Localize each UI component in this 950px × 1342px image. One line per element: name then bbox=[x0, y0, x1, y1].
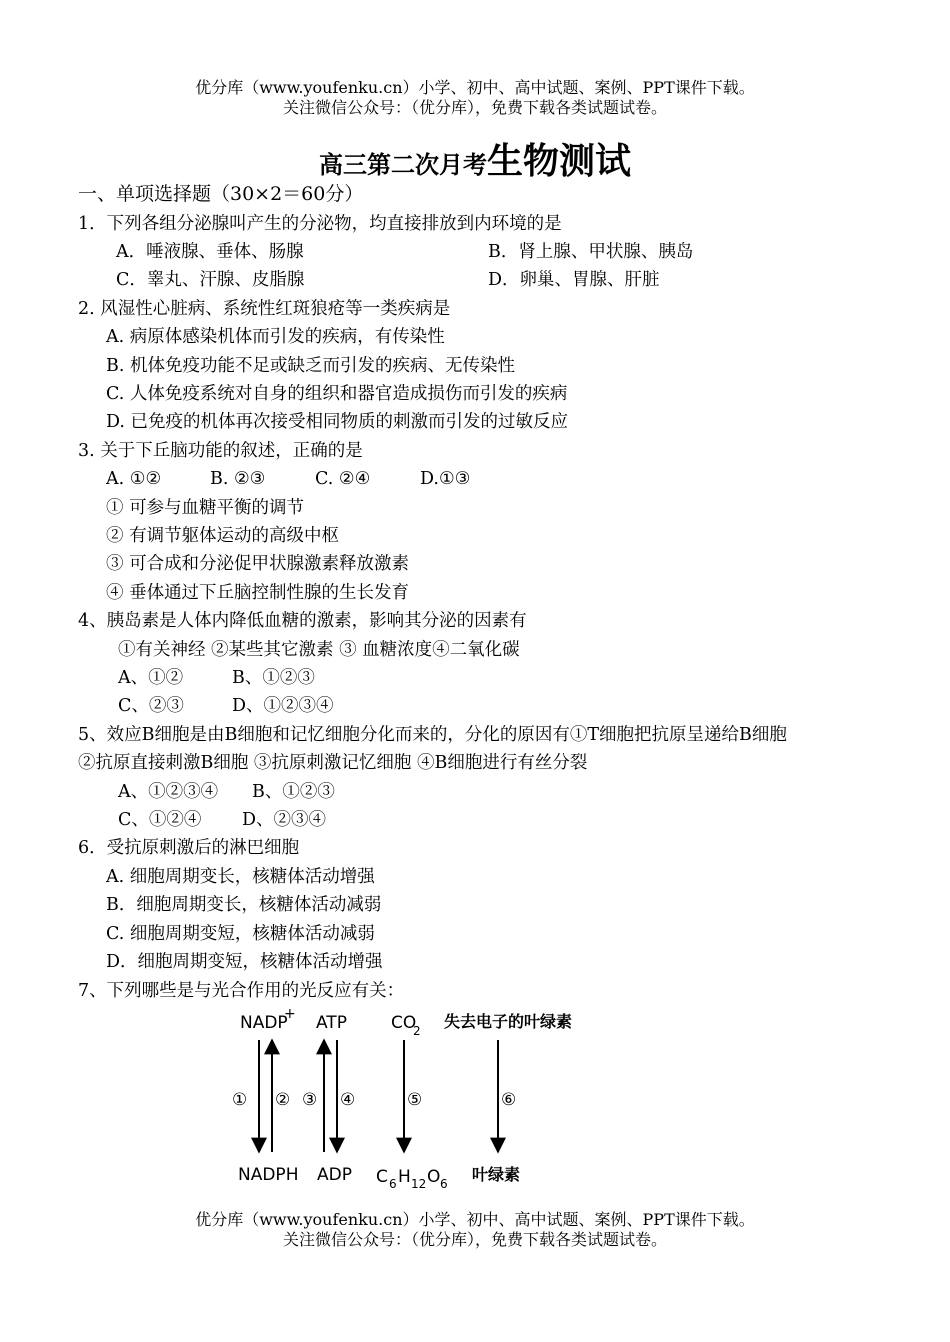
q5-option-b: B、①②③ bbox=[252, 782, 335, 802]
q5-option-c: C、①②④ bbox=[118, 810, 202, 830]
q4-option-a: A、①② bbox=[118, 668, 184, 688]
label-chlorophyll: 叶绿素 bbox=[472, 1165, 521, 1184]
question-2: 2. 风湿性心脏病、系统性红斑狼疮等一类疾病是 bbox=[78, 299, 451, 319]
q4-factors: ①有关神经 ②某些其它激素 ③ 血糖浓度④二氧化碳 bbox=[118, 640, 520, 660]
section-heading: 一、单项选择题（30×2＝60分） bbox=[78, 183, 364, 205]
header-line-1: 优分库（www.youfenku.cn）小学、初中、高中试题、案例、PPT课件下载。 bbox=[195, 78, 755, 97]
q3-statement-1: ① 可参与血糖平衡的调节 bbox=[106, 498, 305, 518]
q2-option-b: B. 机体免疫功能不足或缺乏而引发的疾病、无传染性 bbox=[106, 356, 515, 376]
question-5-cont: ②抗原直接刺激B细胞 ③抗原刺激记忆细胞 ④B细胞进行有丝分裂 bbox=[78, 753, 588, 773]
q2-option-d: D. 已免疫的机体再次接受相同物质的刺激而引发的过敏反应 bbox=[106, 412, 569, 432]
q3-option-d: D.①③ bbox=[420, 469, 471, 489]
question-5: 5、效应B细胞是由B细胞和记忆细胞分化而来的，分化的原因有①T细胞把抗原呈递给B细胞 bbox=[78, 725, 787, 745]
q6-option-c: C. 细胞周期变短，核糖体活动减弱 bbox=[106, 924, 375, 944]
label-glucose-c: C bbox=[376, 1167, 388, 1187]
q6-option-d: D．细胞周期变短，核糖体活动增强 bbox=[106, 952, 383, 972]
label-co2-subscript: 2 bbox=[413, 1024, 421, 1038]
arrow-label-5: ⑤ bbox=[407, 1090, 423, 1110]
q2-option-a: A. 病原体感染机体而引发的疾病，有传染性 bbox=[106, 327, 445, 347]
label-glucose-c-sub: 6 bbox=[389, 1177, 397, 1191]
question-1: 1．下列各组分泌腺叫产生的分泌物，均直接排放到内环境的是 bbox=[78, 214, 562, 234]
q1-option-a: A．唾液腺、垂体、肠腺 bbox=[116, 242, 304, 262]
q4-option-b: B、①②③ bbox=[232, 668, 315, 688]
label-glucose-o-sub: 6 bbox=[440, 1177, 448, 1191]
footer-line-2: 关注微信公众号：（优分库），免费下载各类试题试卷。 bbox=[282, 1230, 667, 1249]
label-co2: CO bbox=[391, 1013, 417, 1033]
q1-option-c: C．睾丸、汗腺、皮脂腺 bbox=[116, 270, 305, 290]
title-part-1: 高三第二次月考 bbox=[318, 151, 487, 179]
q6-option-b: B．细胞周期变长，核糖体活动减弱 bbox=[106, 895, 382, 915]
label-adp: ADP bbox=[317, 1165, 352, 1185]
q4-option-c: C、②③ bbox=[118, 696, 184, 716]
label-atp: ATP bbox=[316, 1013, 347, 1033]
title-part-2: 生物测试 bbox=[486, 141, 631, 182]
q3-statement-4: ④ 垂体通过下丘脑控制性腺的生长发育 bbox=[106, 583, 410, 603]
photosynthesis-diagram bbox=[228, 1002, 608, 1192]
arrow-label-3: ③ bbox=[302, 1090, 318, 1110]
arrow-label-6: ⑥ bbox=[501, 1090, 517, 1110]
arrow-label-2: ② bbox=[275, 1090, 291, 1110]
q3-option-b: B. ②③ bbox=[210, 469, 266, 489]
question-4: 4、胰岛素是人体内降低血糖的激素，影响其分泌的因素有 bbox=[78, 611, 527, 631]
q1-option-d: D．卵巢、胃腺、肝脏 bbox=[488, 270, 660, 290]
label-glucose-h-sub: 12 bbox=[411, 1177, 427, 1191]
label-lost-electron-chlorophyll: 失去电子的叶绿素 bbox=[444, 1012, 573, 1031]
label-nadph: NADPH bbox=[238, 1165, 299, 1185]
q6-option-a: A. 细胞周期变长，核糖体活动增强 bbox=[106, 867, 375, 887]
arrow-label-1: ① bbox=[232, 1090, 248, 1110]
q3-option-c: C. ②④ bbox=[315, 469, 371, 489]
q3-statement-2: ② 有调节躯体运动的高级中枢 bbox=[106, 526, 340, 546]
q5-option-a: A、①②③④ bbox=[118, 782, 219, 802]
q1-option-b: B．肾上腺、甲状腺、胰岛 bbox=[488, 242, 694, 262]
q3-option-a: A. ①② bbox=[106, 469, 162, 489]
question-6: 6．受抗原刺激后的淋巴细胞 bbox=[78, 838, 300, 858]
label-glucose-o: O bbox=[427, 1167, 441, 1187]
arrow-label-4: ④ bbox=[340, 1090, 356, 1110]
label-glucose-h: H bbox=[398, 1167, 411, 1187]
question-3: 3. 关于下丘脑功能的叙述，正确的是 bbox=[78, 441, 363, 461]
page-title bbox=[0, 133, 950, 184]
q2-option-c: C. 人体免疫系统对自身的组织和器官造成损伤而引发的疾病 bbox=[106, 384, 568, 404]
question-7: 7、下列哪些是与光合作用的光反应有关： bbox=[78, 981, 405, 1001]
label-nadp-superscript: + bbox=[284, 1006, 296, 1022]
footer-line-1: 优分库（www.youfenku.cn）小学、初中、高中试题、案例、PPT课件下载。 bbox=[195, 1210, 755, 1229]
q5-option-d: D、②③④ bbox=[242, 810, 327, 830]
q3-statement-3: ③ 可合成和分泌促甲状腺激素释放激素 bbox=[106, 554, 410, 574]
label-nadp: NADP bbox=[240, 1013, 288, 1033]
header-line-2: 关注微信公众号：（优分库），免费下载各类试题试卷。 bbox=[282, 98, 667, 117]
q4-option-d: D、①②③④ bbox=[232, 696, 334, 716]
